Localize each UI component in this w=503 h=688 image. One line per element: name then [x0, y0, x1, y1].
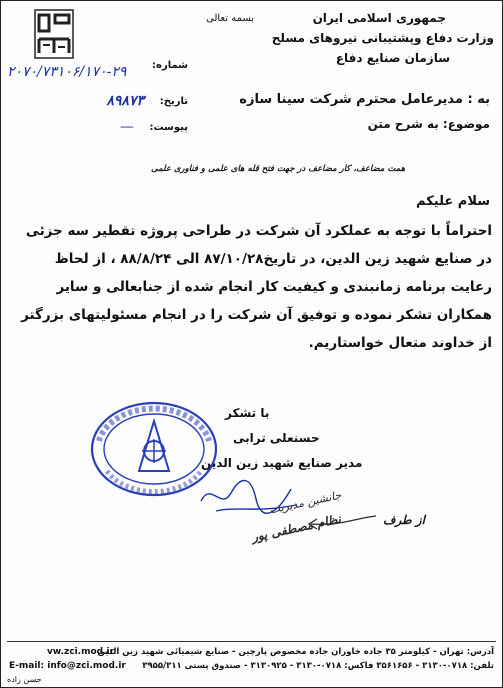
invocation-text: بسمه تعالی — [206, 13, 255, 24]
handwritten-arrow — [301, 506, 381, 536]
attachment-label: پیوست: — [149, 122, 188, 133]
attachment-value: — — [120, 119, 134, 135]
footer-divider — [7, 641, 496, 642]
footer-address: آدرس: تهران - کیلومتر ۳۵ جاده خاوران جاده مخصوص پارچین - صنایع شیمیائی شهید زین الدین — [97, 647, 494, 657]
date-value: ۸۹۸۷۳ — [106, 93, 144, 109]
footer-website[interactable]: vw.zci.mod.ir — [47, 647, 115, 657]
recipient-line: به : مدیرعامل محترم شرکت سینا سازه — [239, 92, 490, 107]
body-line-3: رعایت برنامه زمانبندی و کیفیت کار انجام شده از جنابعالی و سایر — [56, 279, 492, 295]
footer-phones: تلفن: ۰۷۱۸-۳۱۳۰ - ۳۵۶۱۶۵۶ فاکس: ۰۷۱۸-۳۱۳۰ - ۳۱۳۰۹۲۵ - صندوق پستی ۳۹۵۵/۳۱۱ — [142, 661, 494, 671]
body-line-4: همکاران تشکر نموده و توفیق آن شرکت را در انجام مسئولیتهای بزرگتر — [21, 307, 492, 323]
subject-line: موضوع: به شرح متن — [367, 117, 490, 131]
signatory-title: مدیر صنایع شهید زین الدین — [201, 456, 363, 470]
body-line-5: از خداوند متعال خواستاریم. — [308, 335, 492, 351]
letterhead-country: جمهوری اسلامی ایران — [312, 11, 446, 25]
closing-text: با تشکر — [225, 406, 270, 420]
letterhead-organization: سازمان صنایع دفاع — [335, 51, 450, 65]
number-label: شماره: — [152, 60, 188, 71]
footer-email[interactable]: E-mail: info@zci.mod.ir — [9, 661, 126, 671]
greeting-text: سلام علیکم — [416, 194, 490, 209]
signatory-name: حسنعلی ترابی — [233, 431, 320, 445]
footer-clerk: حسن زاده — [7, 675, 42, 684]
handwritten-name: نظام مصطفی پور — [250, 511, 343, 545]
letterhead-ministry: وزارت دفاع وپشتیبانی نیروهای مسلح — [271, 31, 494, 45]
slogan-line: همت مضاعف، کار مضاعف در جهت فتح قله های علمی و فناوری علمی — [151, 164, 406, 174]
number-value: ۲۰۷۰/۷۳۱۰۶/۱۷۰-۲۹ — [7, 64, 127, 80]
date-label: تاریخ: — [159, 96, 188, 107]
handwritten-deputy: جانشین مدیریت — [268, 488, 343, 517]
organization-logo — [34, 9, 74, 59]
letter-meta — [7, 56, 192, 136]
body-line-1: احتراماً با توجه به عملکرد آن شرکت در طراحی پروژه تقطیر سه جزئی — [25, 223, 492, 239]
official-stamp — [89, 399, 219, 499]
body-line-2: در صنایع شهید زین الدین، در تاریخ۸۷/۱۰/۲۸ الی ۸۸/۸/۲۴ ، از لحاظ — [54, 251, 492, 267]
on-behalf-text: از طرف — [383, 513, 425, 527]
